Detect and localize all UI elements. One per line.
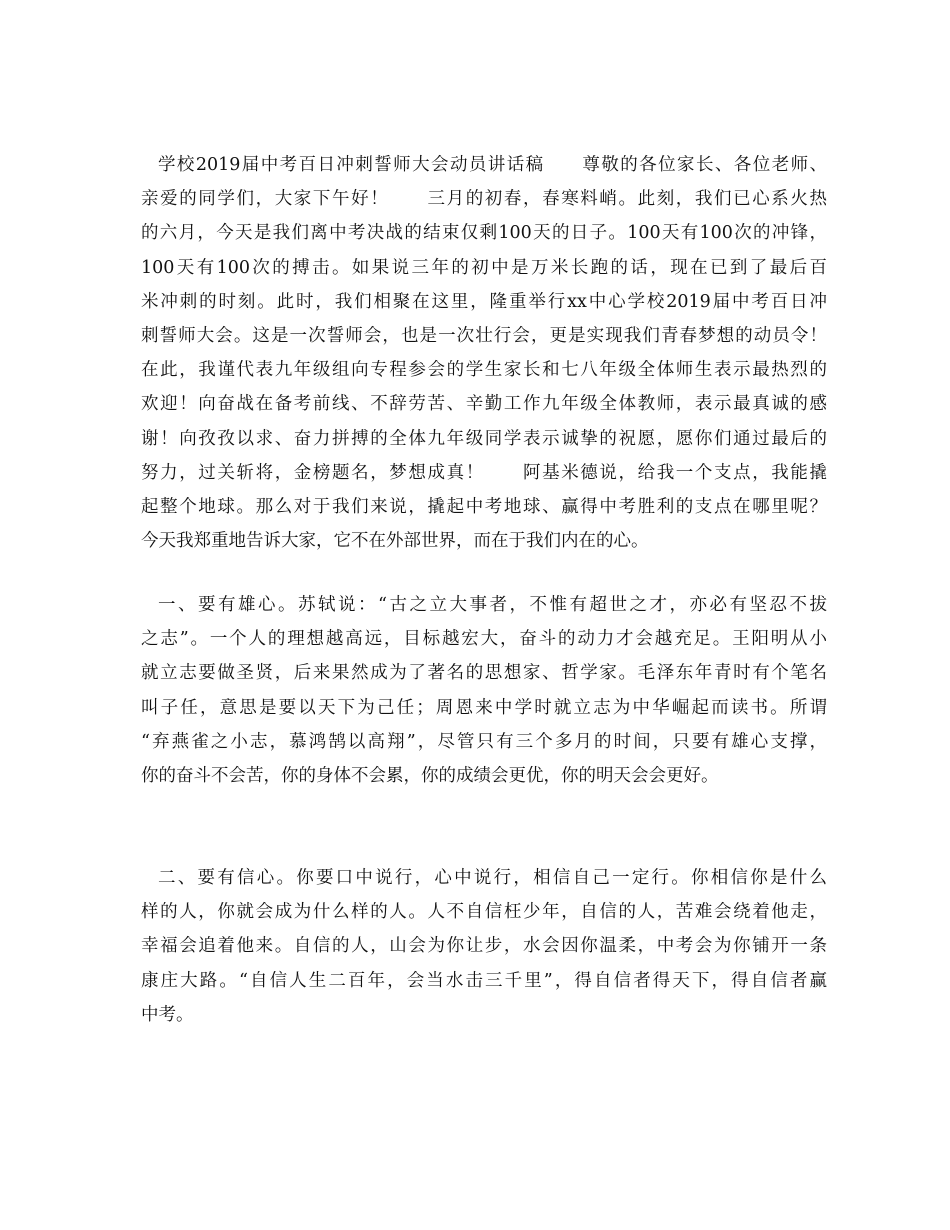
text-line: 就立志要做圣贤，后来果然成为了著名的思想家、哲学家。毛泽东年青时有个笔名: [141, 663, 827, 684]
text-line: 谢！向孜孜以求、奋力拼搏的全体九年级同学表示诚挚的祝愿，愿你们通过最后的: [141, 428, 827, 449]
text-line: 欢迎！向奋战在备考前线、不辞劳苦、辛勤工作九年级全体教师，表示最真诚的感: [141, 394, 827, 415]
text-line: “弃燕雀之小志，慕鸿鹄以高翔”，尽管只有三个多月的时间，只要有雄心支撑，: [141, 731, 827, 752]
text-line: 叫子任，意思是要以天下为己任；周恩来中学时就立志为中华崛起而读书。所谓: [141, 697, 827, 718]
text-line: 一、要有雄心。苏轼说：“古之立大事者，不惟有超世之才，亦必有坚忍不拔: [158, 595, 827, 615]
text-line: 样的人，你就会成为什么样的人。人不自信枉少年，自信的人，苦难会绕着他走，: [141, 902, 827, 923]
paragraph-confidence: [141, 861, 827, 1032]
text-line: 米冲刺的时刻。此时，我们相聚在这里，隆重举行xx中心学校2019届中考百日冲: [141, 291, 827, 312]
text-line: 学校2019届中考百日冲刺誓师大会动员讲话稿 尊敬的各位家长、各位老师、: [158, 155, 827, 175]
text-line: 二、要有信心。你要口中说行，心中说行，相信自己一定行。你相信你是什么: [158, 868, 827, 888]
text-line: 康庄大路。“自信人生二百年，会当水击三千里”，得自信者得天下，得自信者赢: [141, 970, 827, 991]
text-line: 中考。: [141, 1004, 194, 1025]
text-line: 的六月，今天是我们离中考决战的结束仅剩100天的日子。100天有100次的冲锋，: [141, 223, 827, 244]
text-line: 100天有100次的搏击。如果说三年的初中是万米长跑的话，现在已到了最后百: [141, 257, 827, 278]
text-line: 你的奋斗不会苦，你的身体不会累，你的成绩会更优，你的明天会会更好。: [141, 765, 719, 786]
text-line: 之志”。一个人的理想越高远，目标越宏大，奋斗的动力才会越充足。王阳明从小: [141, 629, 827, 650]
paragraph-intro: [141, 148, 827, 558]
text-line: 幸福会追着他来。自信的人，山会为你让步，水会因你温柔，中考会为你铺开一条: [141, 936, 827, 957]
text-line: 今天我郑重地告诉大家，它不在外部世界，而在于我们内在的心。: [141, 531, 649, 552]
text-line: 努力，过关斩将，金榜题名，梦想成真！ 阿基米德说，给我一个支点，我能撬: [141, 462, 827, 483]
paragraph-ambition: [141, 588, 827, 793]
text-line: 起整个地球。那么对于我们来说，撬起中考地球、赢得中考胜利的支点在哪里呢？: [141, 496, 827, 517]
text-line: 在此，我谨代表九年级组向专程参会的学生家长和七八年级全体师生表示最热烈的: [141, 360, 827, 381]
text-line: 亲爱的同学们，大家下午好！ 三月的初春，春寒料峭。此刻，我们已心系火热: [141, 189, 827, 210]
text-line: 刺誓师大会。这是一次誓师会，也是一次壮行会，更是实现我们青春梦想的动员令！: [141, 325, 827, 346]
